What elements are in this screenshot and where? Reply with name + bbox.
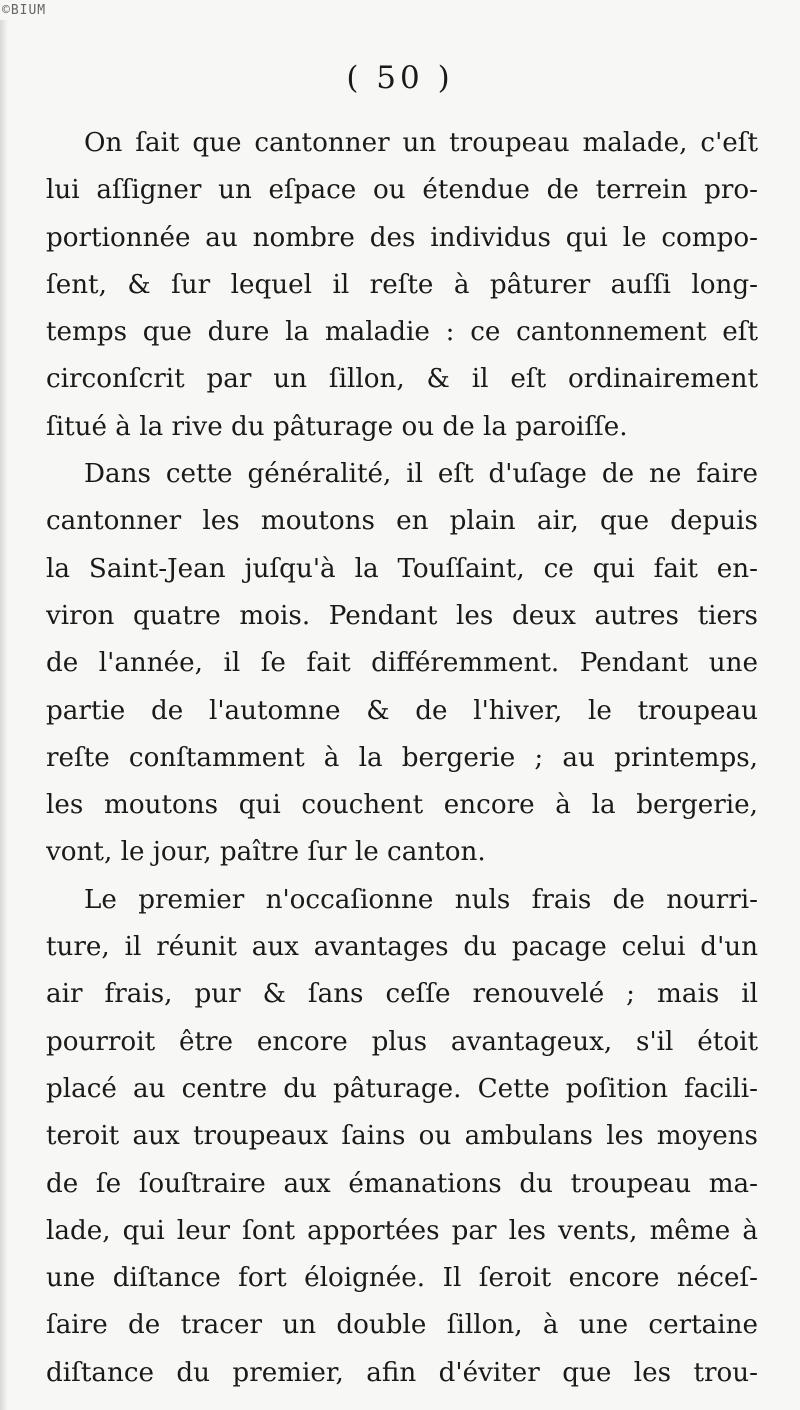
text-line: On ſait que cantonner un troupeau malade, c'eſt	[84, 128, 758, 158]
text-line: temps que dure la maladie : ce cantonnement eſt	[46, 317, 758, 348]
text-line: diſtance du premier, afin d'éviter que les trou-	[46, 1357, 758, 1388]
text-line: les moutons qui couchent encore à la bergerie,	[46, 790, 758, 821]
text-line: partie de l'automne & de l'hiver, le troupeau	[46, 695, 758, 726]
page-edge-shadow	[0, 20, 8, 1410]
text-line: la Saint-Jean juſqu'à la Touſſaint, ce qui fait en-	[46, 553, 758, 584]
text-line: Le premier n'occaſionne nuls frais de nourri-	[84, 884, 758, 915]
text-line: viron quatre mois. Pendant les deux autres tiers	[46, 600, 758, 631]
text-line: ture, il réunit aux avantages du pacage celui d'un	[46, 932, 758, 963]
text-line: vont, le jour, paître ſur le canton.	[46, 837, 486, 868]
text-line: de l'année, il ſe fait différemment. Pendant une	[46, 648, 758, 679]
text-line: de ſe ſouſtraire aux émanations du troupeau ma-	[46, 1168, 758, 1199]
text-line: lade, qui leur ſont apportées par les vents, même à	[46, 1215, 758, 1246]
text-line: placé au centre du pâturage. Cette poſition facili-	[46, 1073, 758, 1104]
text-line: lui aſſigner un eſpace ou étendue de terrein pro-	[46, 175, 758, 206]
watermark: ©BIUM	[2, 3, 47, 18]
text-line: portionnée au nombre des individus qui le compo-	[46, 222, 758, 253]
text-line: air frais, pur & ſans ceſſe renouvelé ; mais il	[46, 979, 758, 1010]
text-line: cantonner les moutons en plain air, que depuis	[46, 506, 758, 537]
text-line: une diſtance fort éloignée. Il ſeroit encore néceſ-	[46, 1263, 758, 1294]
body-text	[46, 120, 758, 1397]
text-line: ſitué à la rive du pâturage ou de la paroiſſe.	[46, 411, 628, 442]
text-line: teroit aux troupeaux ſains ou ambulans les moyens	[46, 1121, 758, 1152]
text-line: ſent, & ſur lequel il reſte à pâturer auſſi long-	[46, 269, 758, 300]
page-number: ( 50 )	[346, 60, 454, 96]
text-line: ſaire de tracer un double ſillon, à une certaine	[46, 1310, 758, 1341]
text-line: reſte conſtamment à la bergerie ; au printemps,	[46, 742, 758, 773]
text-line: pourroit être encore plus avantageux, s'il étoit	[46, 1026, 758, 1057]
text-line: Dans cette généralité, il eſt d'uſage de ne faire	[84, 459, 758, 490]
text-line: circonſcrit par un ſillon, & il eſt ordinairement	[46, 364, 758, 395]
